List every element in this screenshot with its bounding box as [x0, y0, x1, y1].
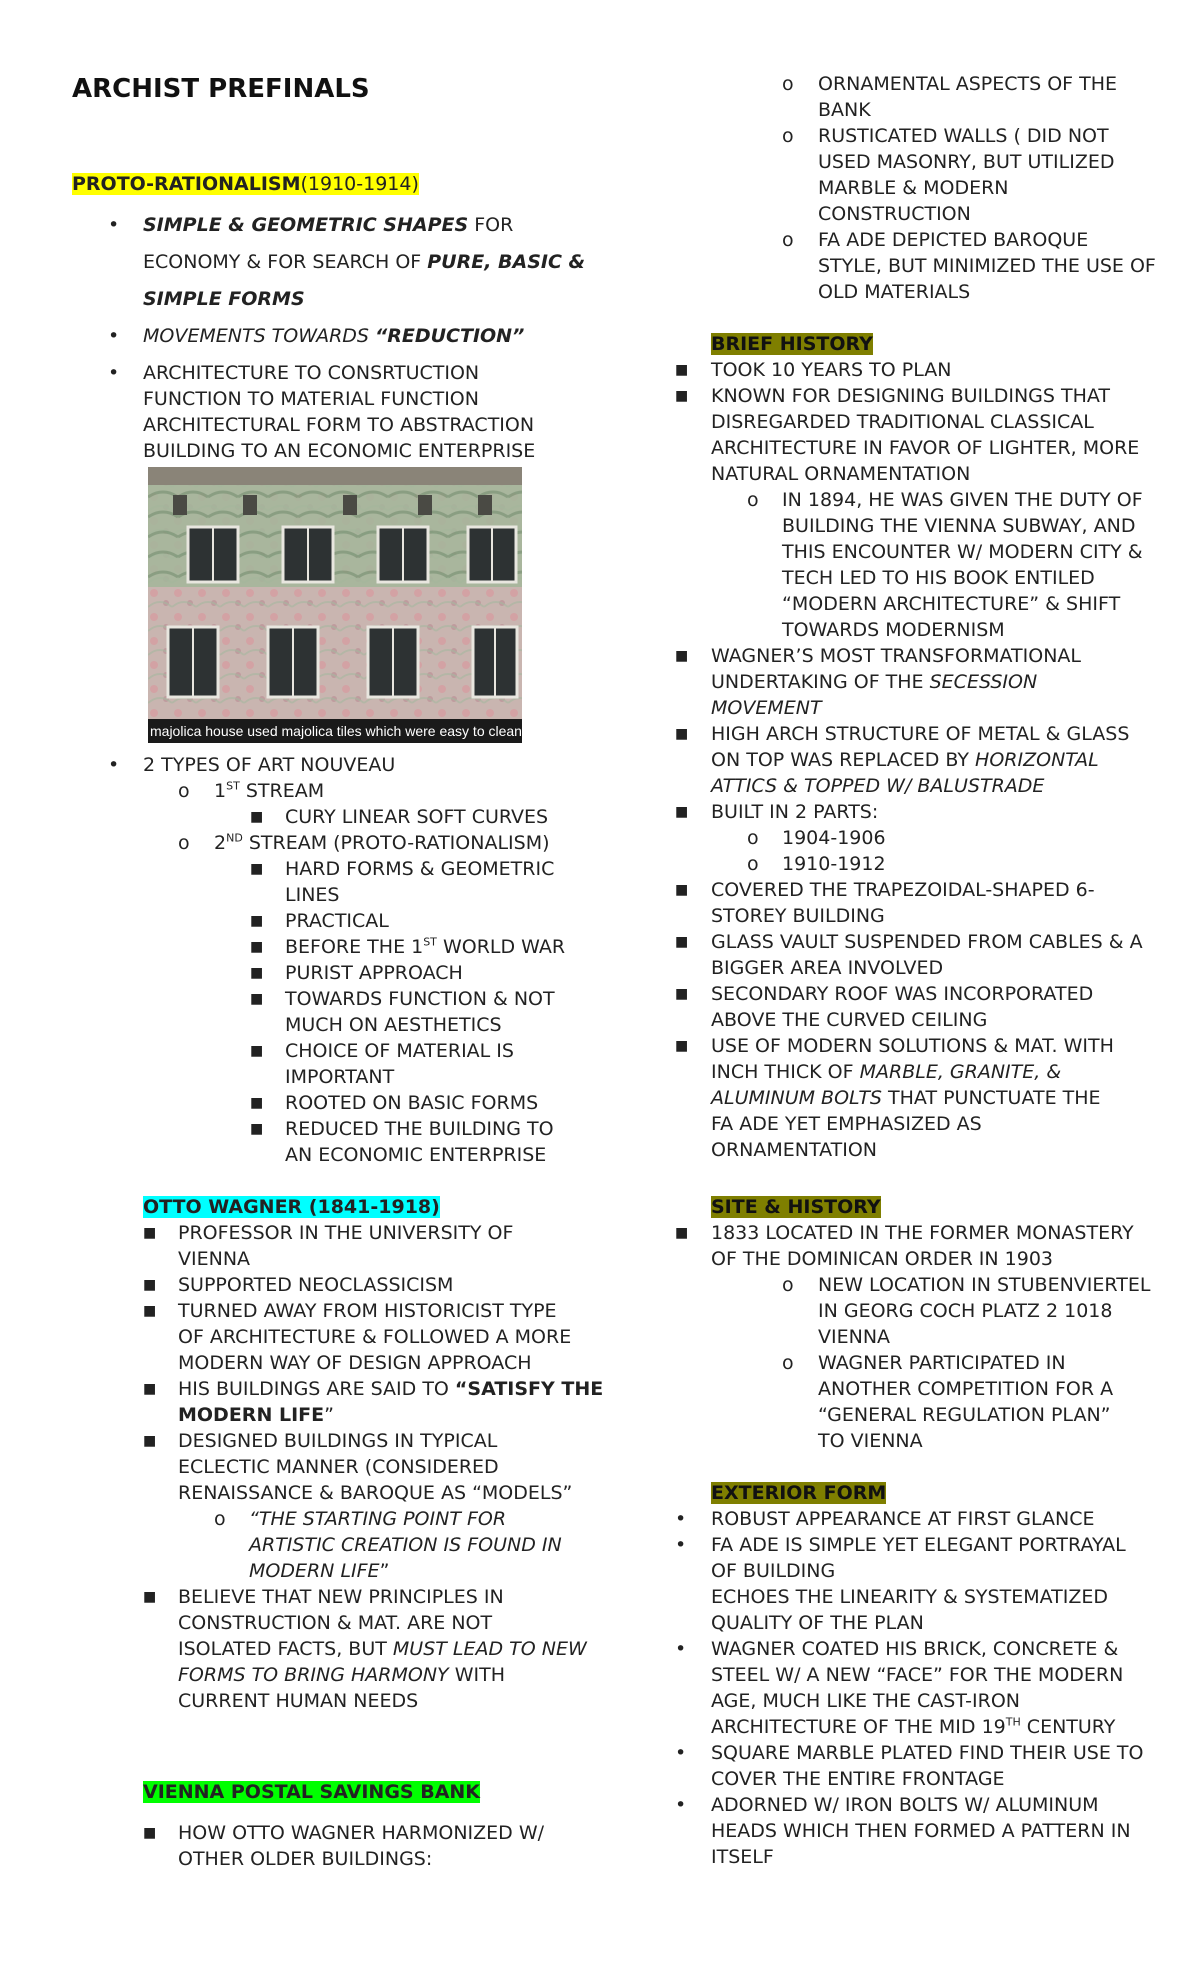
bullet-dot: •	[675, 1794, 687, 1816]
text-line: ARCHITECTURE TO CONSRTUCTION	[143, 362, 480, 384]
otto-heading-label: OTTO WAGNER (1841-1918)	[143, 1196, 440, 1218]
text-line: IN 1894, HE WAS GIVEN THE DUTY OF	[782, 489, 1143, 511]
text-line: MODERN WAY OF DESIGN APPROACH	[178, 1352, 532, 1374]
text-line: WAGNER’S MOST TRANSFORMATIONAL	[711, 645, 1082, 667]
bold: “SATISFY THE	[454, 1378, 604, 1400]
text: 1	[214, 780, 227, 802]
text-line: BELIEVE THAT NEW PRINCIPLES IN	[178, 1586, 504, 1608]
text-line: 1904-1906	[782, 827, 886, 849]
text-line: WAGNER PARTICIPATED IN	[818, 1352, 1066, 1374]
photo-caption: majolica house used majolica tiles which were easy to clean	[148, 719, 522, 743]
bold: MODERN LIFE	[178, 1404, 325, 1426]
bullet-square: ■	[143, 1381, 157, 1397]
text-line: CURY LINEAR SOFT CURVES	[285, 806, 549, 828]
site-history-label: SITE & HISTORY	[711, 1196, 881, 1218]
text-line: PURIST APPROACH	[285, 962, 463, 984]
bullet-circle: o	[747, 853, 759, 875]
text-line: TOOK 10 YEARS TO PLAN	[711, 359, 952, 381]
text-line: HARD FORMS & GEOMETRIC	[285, 858, 555, 880]
text-line: NEW LOCATION IN STUBENVIERTEL	[818, 1274, 1151, 1296]
bullet-square: ■	[250, 1121, 264, 1137]
italic: ALUMINUM BOLTS	[711, 1087, 882, 1109]
text-line: ECHOES THE LINEARITY & SYSTEMATIZED	[711, 1586, 1108, 1608]
bullet-square: ■	[250, 809, 264, 825]
bullet-square: ■	[143, 1433, 157, 1449]
italic: MARBLE, GRANITE, &	[859, 1061, 1062, 1083]
text-line: OF ARCHITECTURE & FOLLOWED A MORE	[178, 1326, 572, 1348]
bullet-square: ■	[250, 861, 264, 877]
bullet-dot: •	[675, 1508, 687, 1530]
superscript: ST	[423, 935, 437, 949]
text-line: SIMPLE FORMS	[143, 288, 305, 310]
site-history-heading	[711, 1194, 881, 1220]
text-line: BUILDING TO AN ECONOMIC ENTERPRISE	[143, 440, 536, 462]
text-line	[178, 1376, 603, 1402]
text-line: RENAISSANCE & BAROQUE AS “MODELS”	[178, 1482, 573, 1504]
bullet-circle: o	[782, 73, 794, 95]
text: THAT PUNCTUATE THE	[882, 1087, 1101, 1109]
text: ON TOP WAS REPLACED BY	[711, 749, 976, 771]
text-line: HOW OTTO WAGNER HARMONIZED W/	[178, 1822, 545, 1844]
bullet-square: ■	[675, 362, 689, 378]
text-line: FA ADE DEPICTED BAROQUE	[818, 229, 1089, 251]
italic: FORMS TO BRING HARMONY	[178, 1664, 449, 1686]
text: BEFORE THE 1	[285, 936, 424, 958]
text-line: TOWARDS FUNCTION & NOT	[285, 988, 555, 1010]
text-line: “THE STARTING POINT FOR	[249, 1508, 507, 1530]
text-line: BUILDING THE VIENNA SUBWAY, AND	[782, 515, 1136, 537]
text-line: ORNAMENTATION	[711, 1139, 878, 1161]
proto-heading	[72, 171, 419, 197]
text: UNDERTAKING OF THE	[711, 671, 930, 693]
bullet-dot: •	[675, 1534, 687, 1556]
proto-heading-label: PROTO-RATIONALISM	[72, 173, 301, 195]
bullet-circle: o	[747, 827, 759, 849]
text-line	[178, 1662, 505, 1688]
bullet-square: ■	[143, 1303, 157, 1319]
bullet-square: ■	[675, 388, 689, 404]
text-line	[711, 747, 1099, 773]
bullet-square: ■	[675, 1038, 689, 1054]
bullet-dot: •	[108, 214, 120, 236]
text-line: WAGNER COATED HIS BRICK, CONCRETE &	[711, 1638, 1119, 1660]
page-title: ARCHIST PREFINALS	[72, 74, 370, 104]
bullet-dot: •	[108, 754, 120, 776]
text-line	[143, 249, 585, 275]
italic: MOVEMENTS TOWARDS	[143, 325, 375, 347]
bullet-circle: o	[782, 229, 794, 251]
text-line: IMPORTANT	[285, 1066, 395, 1088]
bullet-square: ■	[143, 1825, 157, 1841]
text: ECONOMY & FOR SEARCH OF	[143, 251, 428, 273]
bullet-dot: •	[675, 1638, 687, 1660]
text-line	[711, 1085, 1101, 1111]
bullet-square: ■	[250, 939, 264, 955]
facade-illustration	[148, 467, 522, 743]
bullet-circle: o	[782, 1274, 794, 1296]
proto-heading-years: (1910-1914)	[300, 173, 419, 195]
text: ”	[379, 1560, 390, 1582]
superscript: TH	[1005, 1715, 1021, 1729]
bullet-circle: o	[782, 1352, 794, 1374]
text-line: ECLECTIC MANNER (CONSIDERED	[178, 1456, 499, 1478]
text: ISOLATED FACTS, BUT	[178, 1638, 393, 1660]
text-line: KNOWN FOR DESIGNING BUILDINGS THAT	[711, 385, 1111, 407]
text-line: VIENNA	[818, 1326, 891, 1348]
text-line: PROFESSOR IN THE UNIVERSITY OF	[178, 1222, 514, 1244]
text-line: ATTICS & TOPPED W/ BALUSTRADE	[711, 775, 1045, 797]
bullet-square: ■	[675, 804, 689, 820]
text-line: OF THE DOMINICAN ORDER IN 1903	[711, 1248, 1054, 1270]
text-line: TO VIENNA	[818, 1430, 923, 1452]
brief-history-label: BRIEF HISTORY	[711, 333, 873, 355]
text-line: ARTISTIC CREATION IS FOUND IN	[249, 1534, 562, 1556]
text-line: COVER THE ENTIRE FRONTAGE	[711, 1768, 1005, 1790]
text-line: CONSTRUCTION & MAT. ARE NOT	[178, 1612, 493, 1634]
bullet-square: ■	[675, 986, 689, 1002]
text-line: 2 TYPES OF ART NOUVEAU	[143, 754, 396, 776]
vpsb-heading-label: VIENNA POSTAL SAVINGS BANK	[143, 1781, 481, 1803]
text-line: CURRENT HUMAN NEEDS	[178, 1690, 419, 1712]
bullet-square: ■	[675, 648, 689, 664]
bullet-square: ■	[675, 934, 689, 950]
bullet-circle: o	[214, 1508, 226, 1530]
text-line: ABOVE THE CURVED CEILING	[711, 1009, 988, 1031]
text-line: SQUARE MARBLE PLATED FIND THEIR USE TO	[711, 1742, 1144, 1764]
text-line: PRACTICAL	[285, 910, 389, 932]
bullet-square: ■	[143, 1225, 157, 1241]
italic: MUST LEAD TO NEW	[392, 1638, 587, 1660]
text-line: FA ADE IS SIMPLE YET ELEGANT PORTRAYAL	[711, 1534, 1126, 1556]
text-line	[178, 1636, 587, 1662]
text-line	[711, 1059, 1061, 1085]
bullet-dot: •	[108, 325, 120, 347]
text-line: DESIGNED BUILDINGS IN TYPICAL	[178, 1430, 498, 1452]
text: ARCHITECTURE OF THE MID 19	[711, 1716, 1006, 1738]
text-line: QUALITY OF THE PLAN	[711, 1612, 924, 1634]
bullet-square: ■	[250, 965, 264, 981]
text-line: NATURAL ORNAMENTATION	[711, 463, 971, 485]
bold-italic: PURE, BASIC &	[427, 251, 586, 273]
italic: HORIZONTAL	[975, 749, 1099, 771]
text-line: MOVEMENT	[711, 697, 822, 719]
text: STREAM	[239, 780, 325, 802]
bullet-circle: o	[747, 489, 759, 511]
otto-heading	[143, 1194, 440, 1220]
bullet-dot: •	[675, 1742, 687, 1764]
bullet-square: ■	[143, 1277, 157, 1293]
bullet-dot: •	[108, 362, 120, 384]
text-line: GLASS VAULT SUSPENDED FROM CABLES & A	[711, 931, 1143, 953]
text-line: AGE, MUCH LIKE THE CAST-IRON	[711, 1690, 1021, 1712]
text-line: LINES	[285, 884, 340, 906]
text-line: CHOICE OF MATERIAL IS	[285, 1040, 514, 1062]
text-line: TURNED AWAY FROM HISTORICIST TYPE	[178, 1300, 557, 1322]
text: 2	[214, 832, 227, 854]
text-line: RUSTICATED WALLS ( DID NOT	[818, 125, 1109, 147]
text: HIS BUILDINGS ARE SAID TO	[178, 1378, 455, 1400]
text-line: MUCH ON AESTHETICS	[285, 1014, 502, 1036]
text: STREAM (PROTO-RATIONALISM)	[242, 832, 550, 854]
bullet-square: ■	[250, 1043, 264, 1059]
text-line: OTHER OLDER BUILDINGS:	[178, 1848, 433, 1870]
text-line: OF BUILDING	[711, 1560, 836, 1582]
text-line: FA ADE YET EMPHASIZED AS	[711, 1113, 982, 1135]
text-line: “GENERAL REGULATION PLAN”	[818, 1404, 1111, 1426]
bullet-square: ■	[675, 1225, 689, 1241]
text-line: ARCHITECTURAL FORM TO ABSTRACTION	[143, 414, 535, 436]
exterior-form-heading	[711, 1480, 886, 1506]
text-line: STOREY BUILDING	[711, 905, 885, 927]
text-line: ROBUST APPEARANCE AT FIRST GLANCE	[711, 1508, 1095, 1530]
text-line: USE OF MODERN SOLUTIONS & MAT. WITH	[711, 1035, 1114, 1057]
text-line: TECH LED TO HIS BOOK ENTILED	[782, 567, 1095, 589]
bullet-square: ■	[675, 882, 689, 898]
text: FOR	[468, 214, 514, 236]
bullet-circle: o	[178, 832, 190, 854]
text-line: BUILT IN 2 PARTS:	[711, 801, 879, 823]
text-line: ORNAMENTAL ASPECTS OF THE	[818, 73, 1118, 95]
text-line: ARCHITECTURE IN FAVOR OF LIGHTER, MORE	[711, 437, 1140, 459]
text-line: BIGGER AREA INVOLVED	[711, 957, 944, 979]
text-line: THIS ENCOUNTER W/ MODERN CITY &	[782, 541, 1143, 563]
text-line	[285, 934, 565, 960]
text-line: ADORNED W/ IRON BOLTS W/ ALUMINUM	[711, 1794, 1099, 1816]
italic: MODERN LIFE	[249, 1560, 380, 1582]
bullet-square: ■	[250, 991, 264, 1007]
text-line: ANOTHER COMPETITION FOR A	[818, 1378, 1114, 1400]
text-line: USED MASONRY, BUT UTILIZED	[818, 151, 1115, 173]
text-line: ITSELF	[711, 1846, 774, 1868]
text-line	[178, 1402, 334, 1428]
italic: SECESSION	[929, 671, 1038, 693]
text-line: 1910-1912	[782, 853, 886, 875]
superscript: ND	[226, 831, 243, 845]
text-line	[711, 669, 1037, 695]
text: WORLD WAR	[436, 936, 566, 958]
text-line: MARBLE & MODERN	[818, 177, 1009, 199]
exterior-form-label: EXTERIOR FORM	[711, 1482, 887, 1504]
text-line: STEEL W/ A NEW “FACE” FOR THE MODERN	[711, 1664, 1124, 1686]
text: WITH	[448, 1664, 505, 1686]
bullet-circle: o	[782, 125, 794, 147]
text-line: IN GEORG COCH PLATZ 2 1018	[818, 1300, 1113, 1322]
text-line: FUNCTION TO MATERIAL FUNCTION	[143, 388, 479, 410]
bullet-square: ■	[675, 726, 689, 742]
text-line: STYLE, BUT MINIMIZED THE USE OF	[818, 255, 1156, 277]
bullet-square: ■	[143, 1589, 157, 1605]
text-line	[143, 212, 513, 238]
text-line: TOWARDS MODERNISM	[782, 619, 1005, 641]
text-line	[214, 778, 324, 804]
brief-history-heading	[711, 331, 873, 357]
text-line	[249, 1558, 389, 1584]
text-line	[143, 323, 524, 349]
text-line: DISREGARDED TRADITIONAL CLASSICAL	[711, 411, 1094, 433]
text-line: AN ECONOMIC ENTERPRISE	[285, 1144, 547, 1166]
text-line: REDUCED THE BUILDING TO	[285, 1118, 554, 1140]
superscript: ST	[226, 779, 240, 793]
text-line: SUPPORTED NEOCLASSICISM	[178, 1274, 454, 1296]
text-line: OLD MATERIALS	[818, 281, 971, 303]
text-line: 1833 LOCATED IN THE FORMER MONASTERY	[711, 1222, 1134, 1244]
vpsb-heading	[143, 1779, 480, 1805]
text: ”	[324, 1404, 334, 1426]
text-line: BANK	[818, 99, 871, 121]
text-line: ROOTED ON BASIC FORMS	[285, 1092, 539, 1114]
text-line: COVERED THE TRAPEZOIDAL-SHAPED 6-	[711, 879, 1095, 901]
bold-italic: SIMPLE & GEOMETRIC SHAPES	[143, 214, 469, 236]
bullet-square: ■	[250, 913, 264, 929]
bullet-circle: o	[178, 780, 190, 802]
bold-italic: “REDUCTION”	[375, 325, 525, 347]
text-line: HIGH ARCH STRUCTURE OF METAL & GLASS	[711, 723, 1130, 745]
text-line	[711, 1714, 1115, 1740]
text-line: SECONDARY ROOF WAS INCORPORATED	[711, 983, 1094, 1005]
bullet-square: ■	[250, 1095, 264, 1111]
text-line: “MODERN ARCHITECTURE” & SHIFT	[782, 593, 1121, 615]
text-line: HEADS WHICH THEN FORMED A PATTERN IN	[711, 1820, 1131, 1842]
text-line: VIENNA	[178, 1248, 251, 1270]
text-line: CONSTRUCTION	[818, 203, 971, 225]
text: CENTURY	[1020, 1716, 1116, 1738]
text: INCH THICK OF	[711, 1061, 860, 1083]
majolica-house-photo	[148, 467, 522, 743]
text-line	[214, 830, 550, 856]
